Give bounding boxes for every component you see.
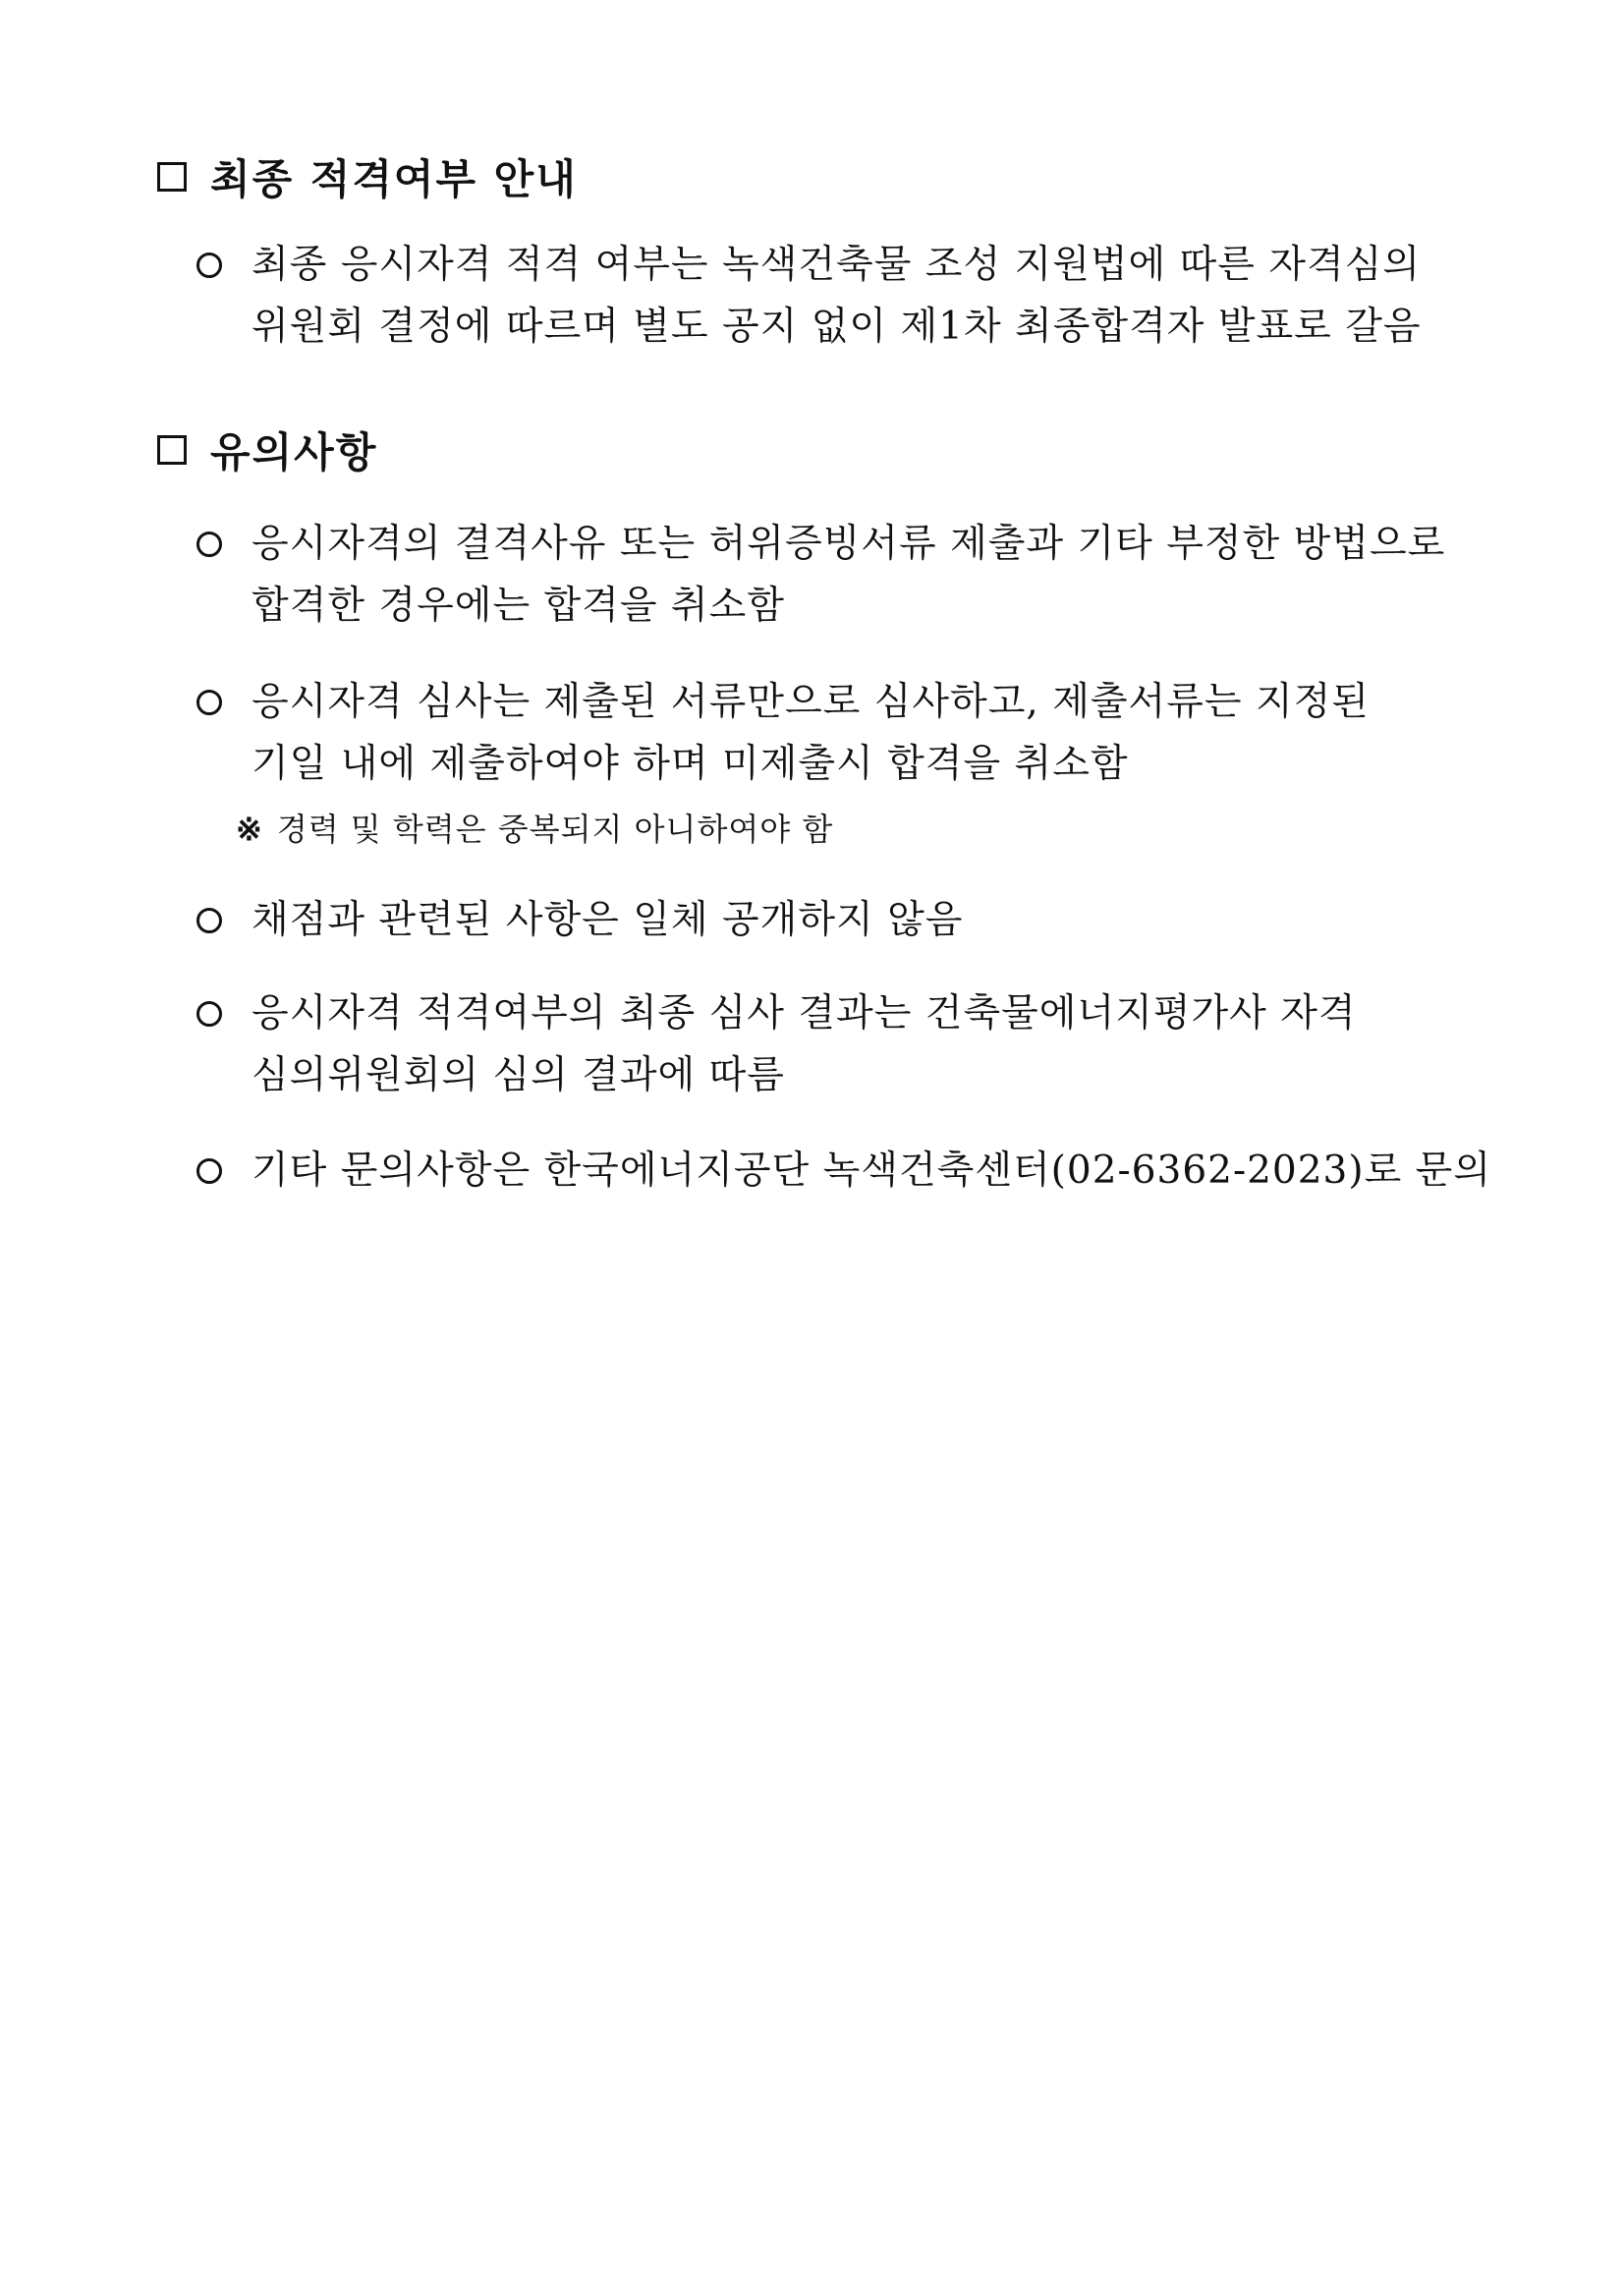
section-heading-precautions xyxy=(157,420,377,479)
section-title: 최종 적격여부 안내 xyxy=(210,155,578,203)
list-item-text xyxy=(252,671,1370,795)
list-item-text xyxy=(252,982,1357,1106)
list-item-line: 응시자격 적격여부의 최종 심사 결과는 건축물에너지평가사 자격 xyxy=(252,991,1357,1036)
reference-mark-icon: ※ xyxy=(236,811,263,848)
section-title: 유의사항 xyxy=(210,428,378,476)
circle-bullet-icon xyxy=(196,889,236,951)
checkbox-square-icon xyxy=(157,435,187,465)
list-item-line: 응시자격의 결격사유 또는 허위증빙서류 제출과 기타 부정한 방법으로 xyxy=(252,522,1446,566)
list-item-line: 위원회 결정에 따르며 별도 공지 없이 제1차 최종합격자 발표로 갈음 xyxy=(252,305,1422,349)
list-item-text xyxy=(252,1140,1491,1202)
list-item-line: 응시자격 심사는 제출된 서류만으로 심사하고, 제출서류는 지정된 xyxy=(252,680,1370,724)
checkbox-square-icon xyxy=(157,162,187,192)
circle-bullet-icon xyxy=(196,234,236,296)
list-item-line: 심의위원회의 심의 결과에 따름 xyxy=(252,1053,785,1097)
list-item-line: 채점과 관련된 사항은 일체 공개하지 않음 xyxy=(252,898,964,942)
circle-bullet-icon xyxy=(196,671,236,733)
footnote-text: 경력 및 학력은 중복되지 아니하여야 함 xyxy=(276,811,834,848)
footnote xyxy=(236,808,833,851)
list-item-line: 기일 내에 제출하여야 하며 미제출시 합격을 취소함 xyxy=(252,742,1129,786)
list-item-line: 기타 문의사항은 한국에너지공단 녹색건축센터(02-6362-2023)로 문의 xyxy=(252,1148,1492,1193)
circle-bullet-icon xyxy=(196,1140,236,1202)
list-item-line: 최종 응시자격 적격 여부는 녹색건축물 조성 지원법에 따른 자격심의 xyxy=(252,243,1422,287)
list-item-line: 합격한 경우에는 합격을 취소함 xyxy=(252,584,785,628)
list-item-text xyxy=(252,513,1445,637)
circle-bullet-icon xyxy=(196,982,236,1044)
list-item-text xyxy=(252,889,963,951)
circle-bullet-icon xyxy=(196,513,236,575)
section-heading-final-eligibility xyxy=(157,147,578,206)
list-item-text xyxy=(252,234,1422,358)
